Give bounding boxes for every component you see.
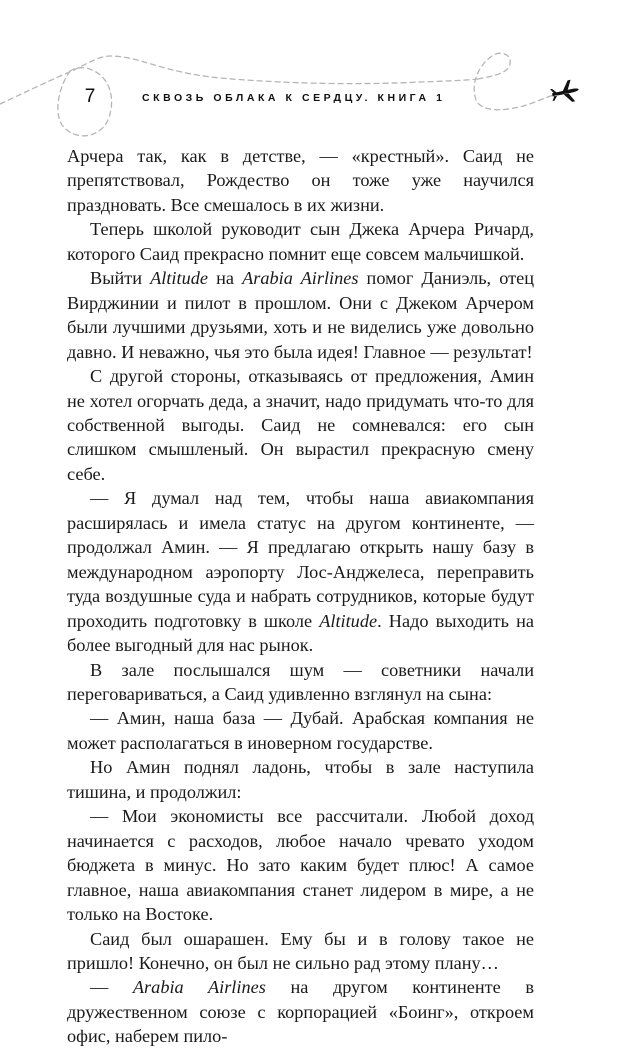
paragraph (67, 658, 534, 707)
text-segment: — Мои экономисты все рассчитали. Любой доход начинается с расходов, любое начало чревато уходом бюджета в минус. Но зато каким будет плюс! А самое главное, наша авиакомпания станет лидером в мире, а не только на Востоке. (67, 806, 534, 925)
paragraph (67, 217, 534, 266)
text-segment: на (208, 268, 243, 289)
italic-text: Altitude (319, 610, 378, 631)
text-segment: В зале послышался шум — советники начали переговариваться, а Саид удивленно взглянул на сына: (67, 659, 534, 704)
italic-text: Altitude (150, 268, 208, 289)
text-segment: — Амин, наша база — Дубай. Арабская компания не может располагаться в иноверном государстве. (67, 708, 534, 753)
text-segment: помог Даниэль, отец Вирджинии и пилот в прошлом. Они с Джеком Арчером были лучшими друзьями, хоть и не виделись уже довольно давно. И неважно, чья это была идея! Главное — результат! (67, 268, 534, 362)
flight-path-decoration (0, 0, 644, 150)
airplane-icon (549, 79, 581, 106)
paragraph (67, 755, 534, 804)
paragraph (67, 266, 534, 364)
text-segment: С другой стороны, отказываясь от предложения, Амин не хотел огорчать деда, а значит, надо придумать что-то для собственной выгоды. Саид не сомневался: его сын слишком смышленый. Он вырастил прекрасную смену себе. (67, 366, 534, 484)
text-segment: Саид был ошарашен. Ему бы и в голову такое не пришло! Конечно, он был не сильно рад этому плану… (67, 928, 534, 973)
page-number: 7 (84, 86, 96, 107)
text-segment: Выйти (90, 268, 151, 289)
paragraph (67, 804, 534, 926)
text-segment: Арчера так, как в детстве, — «крестный». Саид не препятствовал, Рождество он тоже уже научился праздновать. Все смешалось в их жизни. (67, 146, 534, 215)
text-segment: . Надо выходить на более выгодный для нас рынок. (67, 610, 534, 656)
paragraph (67, 364, 534, 486)
italic-text: Arabia Airlines (132, 977, 266, 998)
italic-text: Arabia Airlines (242, 268, 359, 289)
text-segment: Теперь школой руководит сын Джека Арчера Ричард, которого Саид прекрасно помнит еще совсем мальчишкой. (67, 219, 534, 264)
body-text (67, 144, 534, 1049)
paragraph (67, 706, 534, 755)
paragraph (67, 975, 534, 1048)
text-segment: — Я думал над тем, чтобы наша авиакомпания расширялась и имела статус на другом континенте, — продолжал Амин. — Я предлагаю открыть нашу базу в международном аэропорту Лос-Анджелеса, переправить туда воздушные суда и набрать сотрудников, которые будут проходить подготовку в школе (67, 488, 534, 631)
paragraph (67, 486, 534, 657)
text-segment: — (90, 977, 133, 998)
paragraph (67, 927, 534, 976)
paragraph (67, 144, 534, 217)
running-title: СКВОЗЬ ОБЛАКА К СЕРДЦУ. КНИГА 1 (142, 92, 446, 104)
text-segment: на другом континенте в дружественном союзе с корпорацией «Боинг», откроем офис, наберем пило- (67, 977, 534, 1047)
text-segment: Но Амин поднял ладонь, чтобы в зале наступила тишина, и продолжил: (67, 757, 534, 802)
